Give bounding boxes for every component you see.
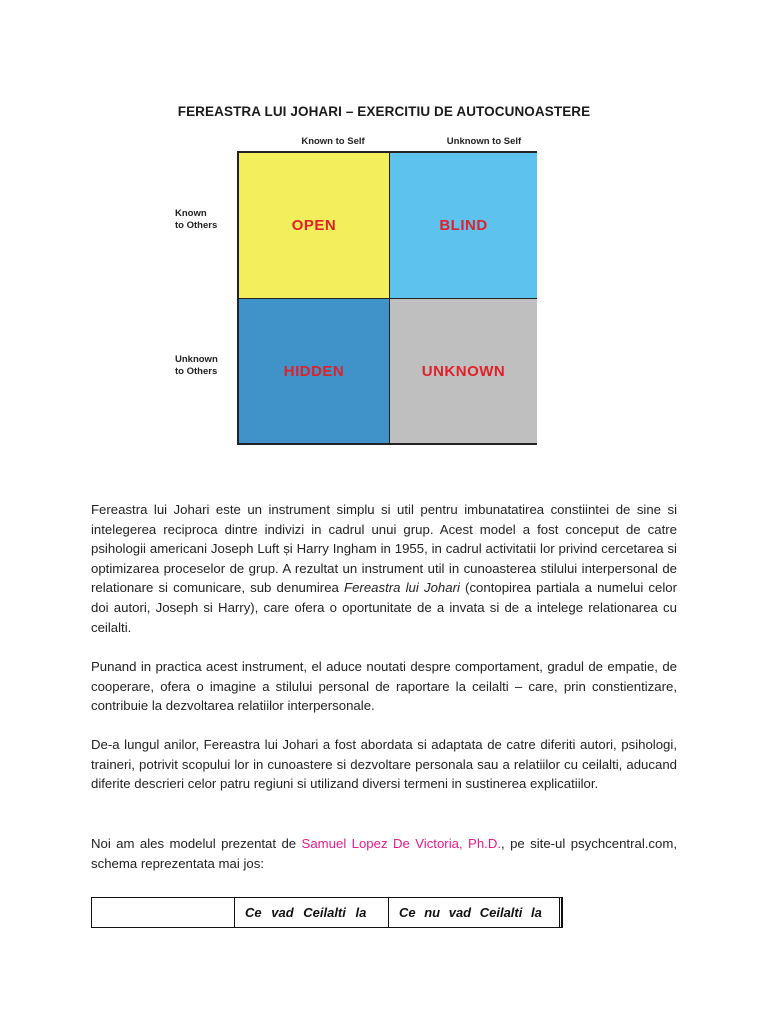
paragraph-practice <box>91 657 677 716</box>
paragraph-text: Fereastra lui Johari este un instrument simplu si util pentru imbunatatirea constiintei de sine si intelegerea reciproca dintre indivizi in cadrul unui grup. Acest model a fost conceput de catre psihologii americani Joseph Luft și Harry Ingham in 1955, in cadrul activitatii lor privind cercetarea si optimizarea proceselor de grup. A rezultat un instrument util in cunoasterea stilului interpersonal de relationare si comunicare, sub denumirea <box>91 502 677 596</box>
column-header-known-to-self: Known to Self <box>301 136 365 147</box>
johari-grid <box>237 151 537 445</box>
quadrant-hidden: HIDDEN <box>239 299 389 443</box>
quadrant-open: OPEN <box>239 153 389 298</box>
paragraph-model-choice <box>91 834 677 873</box>
quadrant-blind: BLIND <box>390 153 537 298</box>
paragraph-history <box>91 735 677 794</box>
row-header-known-to-others <box>175 208 217 232</box>
paragraph-text: , pe site-ul psychcentral.com, schema reprezentata mai jos: <box>91 836 677 871</box>
johari-table-header <box>91 897 563 928</box>
column-header-unknown-to-self: Unknown to Self <box>446 136 522 147</box>
paragraph-intro <box>91 500 677 637</box>
table-header-seen-by-others: Ce vad Ceilalti la <box>235 898 389 927</box>
author-link[interactable]: Samuel Lopez De Victoria, Ph.D. <box>301 836 502 851</box>
row-header-line-1: Unknown <box>175 354 218 365</box>
paragraph-text: (contopirea partiala a numelui celor doi autori, Joseph si Harry), care ofera o oportunitate de a invata si de a intelege relationarea cu ceilalti. <box>91 580 677 635</box>
row-header-line-2: to Others <box>175 220 218 231</box>
johari-window-figure <box>163 126 613 482</box>
paragraph-text: Punand in practica acest instrument, el aduce noutati despre comportament, gradul de empatie, de cooperare, ofera o imagine a stilului personal de raportare la ceilalti – care, prin constientizare, contribuie la dezvoltarea relatiilor interpersonale. <box>91 659 677 714</box>
row-header-line-2: to Others <box>175 366 218 377</box>
row-header-line-1: Known <box>175 208 207 219</box>
page-title: FEREASTRA LUI JOHARI – EXERCITIU DE AUTOCUNOASTERE <box>177 104 591 119</box>
paragraph-text: Noi am ales modelul prezentat de <box>91 836 302 851</box>
table-header-not-seen-by-others: Ce nu vad Ceilalti la <box>389 898 562 927</box>
quadrant-unknown: UNKNOWN <box>390 299 537 443</box>
italic-term: Fereastra lui Johari <box>344 580 460 596</box>
paragraph-text: De-a lungul anilor, Fereastra lui Johari a fost abordata si adaptata de catre diferiti autori, psihologi, traineri, potrivit scopului lor in cunoastere si dezvoltare personala sau a relatiilor cu ceilalti, aducand diferite descrieri celor patru regiuni si utilizand diversi termeni in sustinerea explicatiilor. <box>91 737 677 792</box>
table-header-empty-cell <box>92 898 235 927</box>
row-header-unknown-to-others <box>175 354 218 378</box>
